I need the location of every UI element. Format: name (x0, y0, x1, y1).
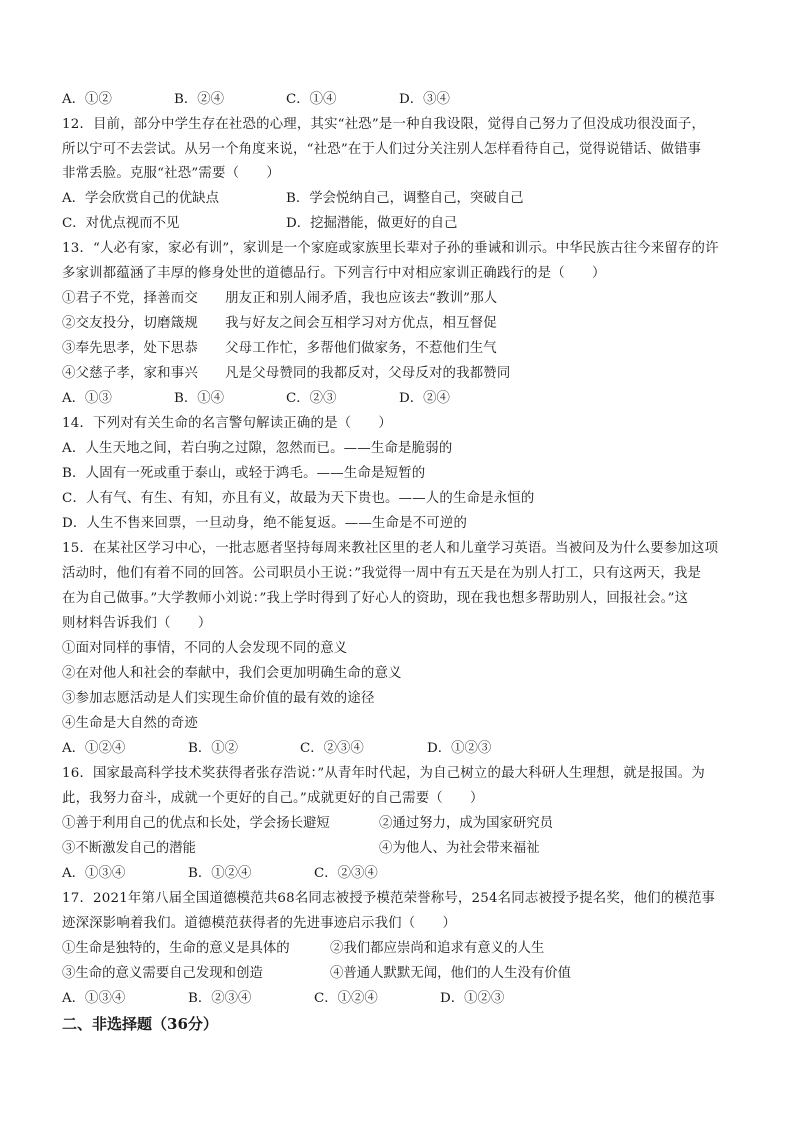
q14-option-a: A．人生天地之间，若白驹之过隙，忽然而已。——生命是脆弱的 (62, 441, 453, 456)
q13-item-4: ④父慈子孝，家和事兴 凡是父母赞同的我都反对，父母反对的我都赞同 (62, 366, 511, 381)
q13-item-1: ①君子不党，择善而交 朋友正和别人闹矛盾，我也应该去“教训”那人 (62, 291, 498, 306)
q13-item-2: ②交友投分，切磨箴规 我与好友之间会互相学习对方优点，相互督促 (62, 316, 497, 331)
q12-option-c: C．对优点视而不见 (62, 216, 180, 231)
q17-stem-line-2: 迹深深影响着我们。道德模范获得者的先进事迹启示我们（ ） (62, 916, 457, 931)
q15-option-c: C．②③④ (300, 741, 364, 756)
q16-item-3: ③不断激发自己的潜能 (62, 841, 196, 856)
q12-stem-line-3: 非常丢脸。克服“社恐”需要（ ） (62, 166, 280, 181)
q15-item-4: ④生命是大自然的奇迹 (62, 716, 198, 731)
q16-option-c: C．②③④ (314, 866, 378, 881)
q16-stem-line-1: 16．国家最高科学技术奖获得者张存浩说：”从青年时代起，为自己树立的最大科研人生理想，就是报国。为 (62, 766, 705, 781)
q17-option-d: D．①②③ (440, 991, 505, 1006)
q13-option-c: C．②③ (286, 391, 337, 406)
q11-option-a: A．①② (62, 92, 112, 107)
q13-item-3: ③奉先思孝，处下思恭 父母工作忙，多帮他们做家务，不惹他们生气 (62, 341, 497, 356)
q17-item-1: ①生命是独特的，生命的意义是具体的 (62, 941, 290, 956)
q17-item-3: ③生命的意义需要自己发现和创造 (62, 966, 263, 981)
q12-option-b: B．学会悦纳自己，调整自己，突破自己 (286, 191, 524, 206)
q13-option-b: B．①④ (174, 391, 225, 406)
q11-option-c: C．①④ (286, 92, 337, 107)
q16-option-b: B．①②④ (188, 866, 252, 881)
q14-stem: 14．下列对有关生命的名言警句解读正确的是（ ） (62, 416, 393, 431)
q16-item-1: ①善于利用自己的优点和长处，学会扬长避短 (62, 816, 330, 831)
q15-stem-line-2: 活动时，他们有着不同的回答。公司职员小王说：”我觉得一周中有五天是在为别人打工，只有这两天，我是 (62, 566, 702, 581)
q15-option-b: B．①② (188, 741, 239, 756)
q16-option-a: A．①③④ (62, 866, 126, 881)
q15-stem-line-3: 在为自己做事。”大学教师小刘说：”我上学时得到了好心人的资助，现在我也想多帮助别人，回报社会。”这 (62, 591, 689, 606)
q12-option-d: D．挖掘潜能，做更好的自己 (286, 216, 458, 231)
q11-option-d: D．③④ (399, 92, 450, 107)
q15-stem-line-4: 则材料告诉我们（ ） (62, 616, 212, 631)
q16-stem-line-2: 此，我努力奋斗，成就一个更好的自己。”成就更好的自己需要（ ） (62, 791, 484, 806)
q14-option-d: D．人生不售来回票，一旦动身，绝不能复返。——生命是不可逆的 (62, 516, 468, 531)
q15-item-2: ②在对他人和社会的奉献中，我们会更加明确生命的意义 (62, 666, 402, 681)
q13-option-a: A．①③ (62, 391, 112, 406)
q15-option-d: D．①②③ (427, 741, 492, 756)
q13-option-d: D．②④ (399, 391, 450, 406)
q17-item-2: ②我们都应崇尚和追求有意义的人生 (330, 941, 545, 956)
q13-stem-line-1: 13．“人必有家，家必有训”，家训是一个家庭或家族里长辈对子孙的垂诫和训示。中华民族古往今来留存的许 (62, 241, 719, 256)
q15-option-a: A．①②④ (62, 741, 126, 756)
q14-option-b: B．人固有一死或重于泰山，或轻于鸿毛。——生命是短暂的 (62, 466, 426, 481)
q15-item-3: ③参加志愿活动是人们实现生命价值的最有效的途径 (62, 691, 375, 706)
q17-option-c: C．①②④ (314, 991, 378, 1006)
q12-stem-line-2: 所以宁可不去尝试。从另一个角度来说，“社恐”在于人们过分关注别人怎样看待自己，觉得说错话、做错事 (62, 142, 702, 157)
q17-option-b: B．②③④ (188, 991, 252, 1006)
q16-item-2: ②通过努力，成为国家研究员 (379, 816, 554, 831)
q17-option-a: A．①③④ (62, 991, 126, 1006)
section-2-heading: 二、非选择题（36分） (62, 1015, 218, 1033)
q15-stem-line-1: 15．在某社区学习中心，一批志愿者坚持每周来教社区里的老人和儿童学习英语。当被问及为什么要参加这项 (62, 541, 719, 556)
q12-stem-line-1: 12．目前，部分中学生存在社恐的心理，其实“社恐”是一种自我设限，觉得自己努力了但没成功很没面子， (62, 117, 706, 132)
q12-option-a: A．学会欣赏自己的优缺点 (62, 191, 219, 206)
q17-stem-line-1: 17．2021年第八届全国道德模范共68名同志被授予模范荣誉称号，254名同志被授予提名奖，他们的模范事 (62, 891, 716, 906)
q16-item-4: ④为他人、为社会带来福祉 (379, 841, 540, 856)
q15-item-1: ①面对同样的事情，不同的人会发现不同的意义 (62, 641, 348, 656)
q17-item-4: ④普通人默默无闻，他们的人生没有价值 (330, 966, 572, 981)
q13-stem-line-2: 多家训都蕴涵了丰厚的修身处世的道德品行。下列言行中对相应家训正确践行的是（ ） (62, 266, 606, 281)
q11-option-b: B．②④ (174, 92, 225, 107)
q14-option-c: C．人有气、有生、有知，亦且有义，故最为天下贵也。——人的生命是永恒的 (62, 491, 535, 506)
